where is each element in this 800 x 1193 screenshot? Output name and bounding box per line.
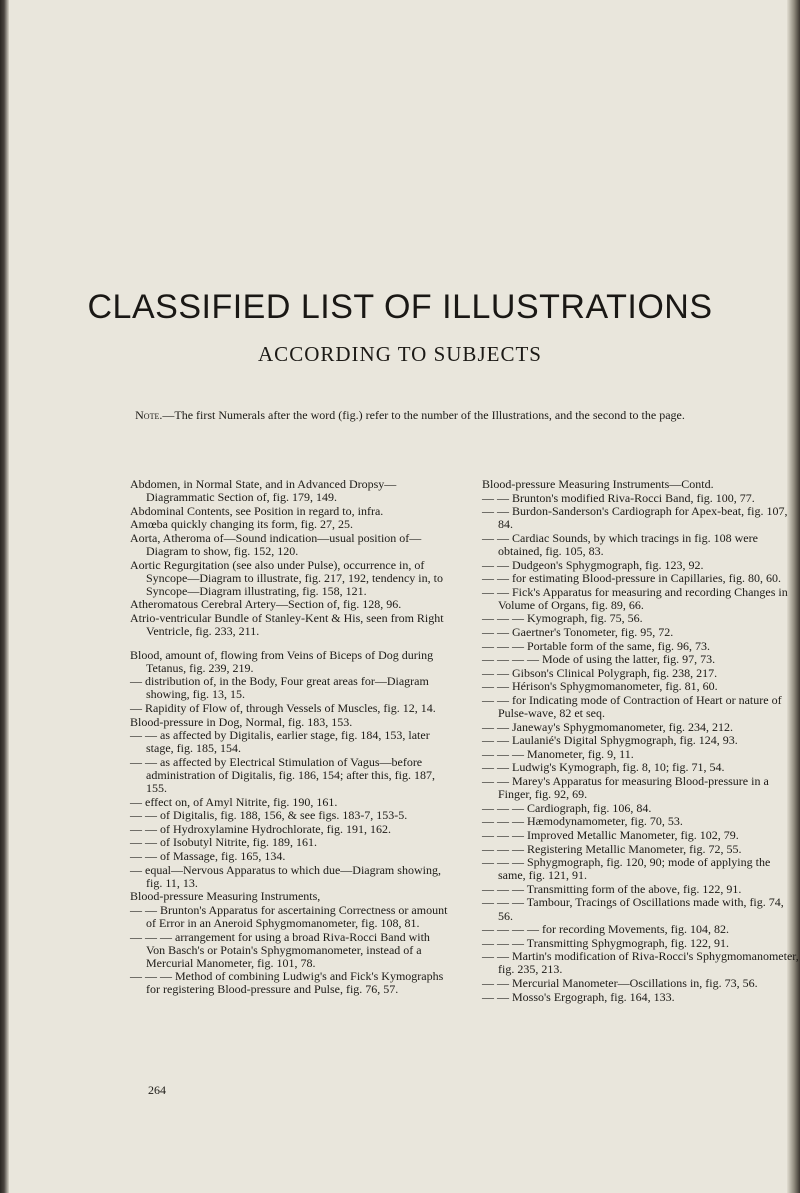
index-entry: — — — Sphygmograph, fig. 120, 90; mode of applying the same, fig. 121, 91. [482,855,771,883]
index-entry: — — Burdon-Sanderson's Cardiograph for Apex-beat, fig. 107, 84. [482,504,788,532]
index-entry: Abdominal Contents, see Position in regard to, infra. [130,503,384,518]
page-subtitle: ACCORDING TO SUBJECTS [258,342,542,366]
index-entry: — — — Tambour, Tracings of Oscillations made with, fig. 74, 56. [482,895,784,923]
index-entry: — — for Indicating mode of Contraction of Heart or nature of Pulse-wave, 82 et seq. [482,693,782,721]
index-entry: — — Gibson's Clinical Polygraph, fig. 238, 217. [482,665,718,680]
index-entry: — — — Manometer, fig. 9, 11. [482,746,634,761]
index-entry: Abdomen, in Normal State, and in Advanced Dropsy—Diagrammatic Section of, fig. 179, 149. [130,477,397,505]
index-entry: — — — Transmitting form of the above, fig. 122, 91. [482,881,742,896]
index-entry: — — of Hydroxylamine Hydrochlorate, fig. 191, 162. [130,821,391,836]
index-entry: — — Martin's modification of Riva-Rocci's Sphygmomanometer, fig. 235, 213. [482,949,799,977]
index-entry: — — — — for recording Movements, fig. 104, 82. [482,922,729,937]
index-entry: — — Laulanié's Digital Sphygmograph, fig. 124, 93. [482,733,738,748]
index-entry: — — — Method of combining Ludwig's and Fick's Kymographs for registering Blood-pressure and Pulse, fig. 76, 57. [130,969,444,997]
index-entry: Blood-pressure in Dog, Normal, fig. 183, 153. [130,714,353,729]
index-entry: Blood-pressure Measuring Instruments—Contd. [482,477,714,491]
page-number: 264 [148,1083,166,1097]
right-column [482,478,800,1004]
index-entry: — — Gaertner's Tonometer, fig. 95, 72. [482,625,674,640]
index-entry: Aorta, Atheroma of—Sound indication—usual position of—Diagram to show, fig. 152, 120. [130,530,422,558]
index-entry: — — as affected by Electrical Stimulation of Vagus—before administration of Digitalis, fig. 186, 154; after this, fig. 187, 155. [130,754,435,796]
index-entry: — — of Isobutyl Nitrite, fig. 189, 161. [130,835,317,850]
index-entry: — — of Massage, fig. 165, 134. [130,849,286,864]
index-entry: — — Marey's Apparatus for measuring Blood-pressure in a Finger, fig. 92, 69. [482,774,769,802]
note-paragraph [130,408,690,423]
index-entry: — effect on, of Amyl Nitrite, fig. 190, 161. [130,794,338,809]
index-entry: Atrio-ventricular Bundle of Stanley-Kent & His, seen from Right Ventricle, fig. 233, 211. [130,610,444,639]
index-entry: — — Janeway's Sphygmomanometer, fig. 234, 212. [482,719,733,734]
index-entry: — — Cardiac Sounds, by which tracings in fig. 108 were obtained, fig. 105, 83. [482,530,758,558]
index-entry: Amœba quickly changing its form, fig. 27, 25. [130,517,353,532]
index-entry: — — — Transmitting Sphygmograph, fig. 122, 91. [482,935,730,950]
index-entry: — — — Registering Metallic Manometer, fig. 72, 55. [482,841,742,856]
index-entry: — — — Portable form of the same, fig. 96, 73. [482,638,710,653]
index-entry: — — Dudgeon's Sphygmograph, fig. 123, 92. [482,557,704,572]
note-label: Note. [135,408,163,422]
index-entry: — — — Hæmodynamometer, fig. 70, 53. [482,814,683,829]
index-entry: — — Mercurial Manometer—Oscillations in, fig. 73, 56. [482,975,758,990]
index-entry: — Rapidity of Flow of, through Vessels of Muscles, fig. 12, 14. [130,701,436,715]
index-entry: — — — — Mode of using the latter, fig. 97, 73. [482,652,716,667]
index-entry: — — Mosso's Ergograph, fig. 164, 133. [482,989,675,1004]
note-text: —The first Numerals after the word (fig.) refer to the number of the Illustrations, and the second to the page. [162,408,685,422]
index-entry: — distribution of, in the Body, Four great areas for—Diagram showing, fig. 13, 15. [130,674,429,702]
index-entry: Aortic Regurgitation (see also under Pulse), occurrence in, of Syncope—Diagram to illustrate, fig. 217, 192, tendency in, to Syncope—Diagram illustrating, fig. 158, 121. [130,557,443,598]
index-entry: — — Brunton's Apparatus for ascertaining Correctness or amount of Error in an Aneroid Sphygmomanometer, fig. 108, 81. [130,902,448,930]
index-entry: — — — arrangement for using a broad Riva-Rocci Band with Von Basch's or Potain's Sphygmomanometer, instead of a Mercurial Manometer, fig. 101, 78. [130,929,430,970]
index-entry: — equal—Nervous Apparatus to which due—Diagram showing, fig. 11, 13. [130,862,441,890]
index-entry: — — for estimating Blood-pressure in Capillaries, fig. 80, 60. [482,571,781,586]
page-binding-edge [0,0,9,1193]
index-entry: — — Brunton's modified Riva-Rocci Band, fig. 100, 77. [482,490,755,505]
index-entry: — — — Improved Metallic Manometer, fig. 102, 79. [482,827,739,842]
index-entry: Blood, amount of, flowing from Veins of Biceps of Dog during Tetanus, fig. 239, 219. [130,647,434,675]
page-title: CLASSIFIED LIST OF ILLUSTRATIONS [87,288,713,326]
index-entry: — — — Cardiograph, fig. 106, 84. [482,800,652,815]
index-entry: Atheromatous Cerebral Artery—Section of, fig. 128, 96. [130,597,402,612]
index-entry: — — Ludwig's Kymograph, fig. 8, 10; fig. 71, 54. [482,760,725,775]
index-entry: Blood-pressure Measuring Instruments, [130,889,321,904]
index-entry: — — Fick's Apparatus for measuring and recording Changes in Volume of Organs, fig. 89, 66. [482,584,788,612]
index-entry: — — of Digitalis, fig. 188, 156, & see figs. 183-7, 153-5. [130,808,408,823]
index-entry: — — Hérison's Sphygmomanometer, fig. 81, 60. [482,679,718,694]
left-column [130,478,448,997]
index-entry: — — as affected by Digitalis, earlier stage, fig. 184, 153, later stage, fig. 185, 154. [130,728,430,756]
index-entry: — — — Kymograph, fig. 75, 56. [482,611,643,626]
